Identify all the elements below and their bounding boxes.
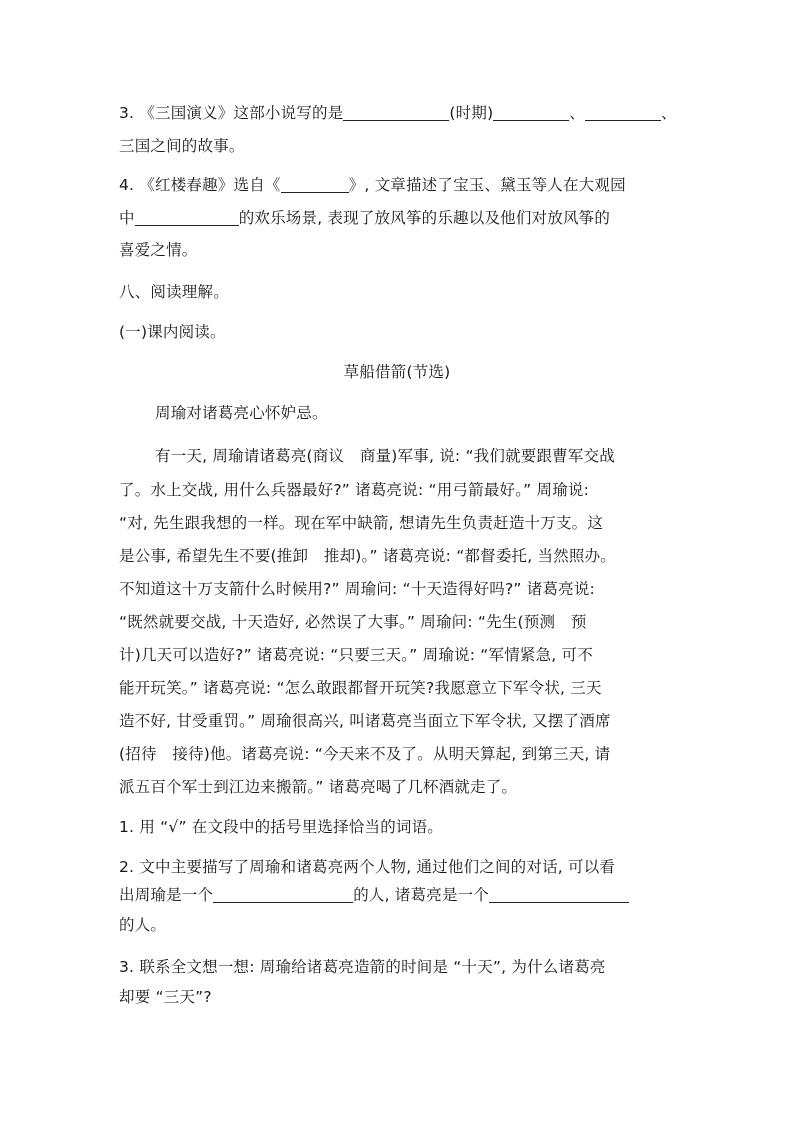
passage-line: 派五百个军士到江边来搬箭。” 诸葛亮喝了几杯酒就走了。 (119, 778, 518, 796)
question-3-line-1: 3. 联系全文想一想: 周瑜给诸葛亮造箭的时间是 “十天”, 为什么诸葛亮 (119, 958, 606, 976)
passage-line: 计)几天可以造好?” 诸葛亮说: “只要三天。” 周瑜说: “军情紧急, 可不 (119, 646, 593, 664)
q4-text-d: 的欢乐场景, 表现了放风筝的乐趣以及他们对放风筝的 (238, 209, 611, 227)
q3-blank-country-1[interactable] (493, 104, 569, 121)
q2-text-a: 出周瑜是一个 (119, 886, 214, 904)
q4-text-c: 中 (119, 209, 135, 227)
passage-line: (招待 接待)他。诸葛亮说: “今天来不及了。从明天算起, 到第三天, 请 (119, 745, 611, 763)
q4-line-2 (119, 208, 698, 228)
passage-title: 草船借箭(节选) (343, 363, 451, 381)
q3-line-2: 三国之间的故事。 (119, 137, 245, 155)
passage-line: 有一天, 周瑜请诸葛亮(商议 商量)军事, 说: “我们就要跟曹军交战 (155, 447, 615, 465)
q3-text-d: 、 (661, 104, 677, 122)
question-1: 1. 用 “√” 在文段中的括号里选择恰当的词语。 (119, 818, 444, 836)
q4-blank-book[interactable] (281, 176, 349, 193)
q4-line-3: 喜爱之情。 (119, 241, 198, 259)
passage-line: “对, 先生跟我想的一样。现在军中缺箭, 想请先生负责赶造十万支。这 (119, 514, 604, 532)
passage-paragraph-1: 周瑜对诸葛亮心怀妒忌。 (155, 404, 328, 422)
q3-blank-country-2[interactable] (585, 104, 661, 121)
passage-line: 能开玩笑。” 诸葛亮说: “怎么敢跟都督开玩笑?我愿意立下军令状, 三天 (119, 679, 602, 697)
question-2-line-3: 的人。 (119, 916, 167, 934)
part-heading: (一)课内阅读。 (119, 323, 226, 341)
q4-text-a: 4. 《红楼春趣》选自《 (119, 176, 281, 194)
passage-line: “既然就要交战, 十天造好, 必然误了大事。” 周瑜问: “先生(预测 预 (119, 613, 587, 631)
q3-line-1 (119, 103, 698, 123)
passage-line: 是公事, 希望先生不要(推卸 推却)。” 诸葛亮说: “都督委托, 当然照办。 (119, 547, 616, 565)
q2-blank-zhouyu[interactable] (213, 886, 353, 903)
question-2-line-2 (119, 885, 698, 905)
q2-blank-zhugeliang[interactable] (489, 886, 629, 903)
passage-line: 不知道这十万支箭什么时候用?” 周瑜问: “十天造得好吗?” 诸葛亮说: (119, 580, 595, 598)
question-2-line-1: 2. 文中主要描写了周瑜和诸葛亮两个人物, 通过他们之间的对话, 可以看 (119, 858, 616, 876)
passage-line: 造不好, 甘受重罚。” 周瑜很高兴, 叫诸葛亮当面立下军令状, 又摆了酒席 (119, 712, 611, 730)
q4-blank-scene[interactable] (135, 209, 239, 226)
q4-line-1 (119, 175, 698, 195)
q3-text-b: (时期) (449, 104, 494, 122)
q3-text-c: 、 (569, 104, 586, 122)
q2-text-b: 的人, 诸葛亮是一个 (353, 886, 490, 904)
q4-text-b: 》, 文章描述了宝玉、黛玉等人在大观园 (348, 176, 626, 194)
section-heading: 八、阅读理解。 (119, 283, 229, 301)
q3-text-a: 3. 《三国演义》这部小说写的是 (119, 104, 344, 122)
question-3-line-2: 却要 “三天”? (119, 988, 212, 1006)
passage-line: 了。水上交战, 用什么兵器最好?” 诸葛亮说: “用弓箭最好。” 周瑜说: (119, 481, 590, 499)
q3-blank-period[interactable] (343, 104, 449, 121)
